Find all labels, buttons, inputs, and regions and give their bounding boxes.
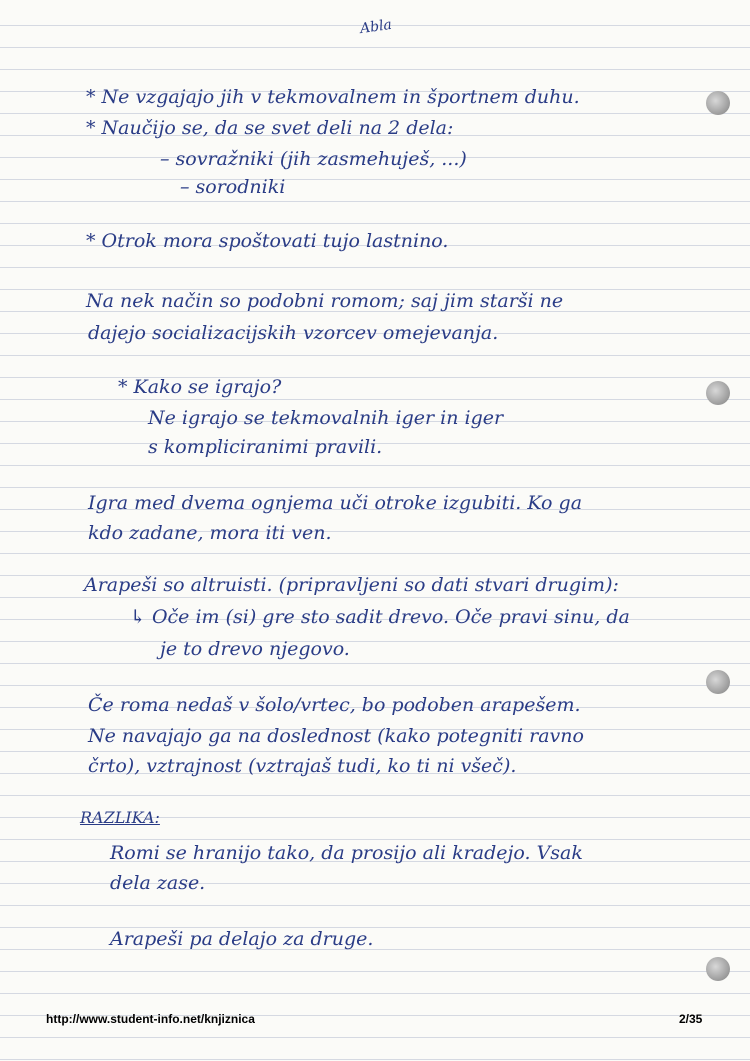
footer-url[interactable]: http://www.student-info.net/knjiznica: [46, 1012, 255, 1026]
note-line: Arapeši pa delajo za druge.: [110, 928, 374, 950]
note-line: * Naučijo se, da se svet deli na 2 dela:: [86, 117, 454, 139]
note-line: – sorodniki: [180, 176, 286, 198]
note-line: je to drevo njegovo.: [160, 638, 350, 660]
note-line: – sovražniki (jih zasmehuješ, ...): [160, 148, 467, 170]
note-line: Romi se hranijo tako, da prosijo ali kradejo. Vsak: [110, 842, 583, 864]
punch-hole: [706, 381, 730, 405]
note-line: s kompliciranimi pravili.: [148, 436, 383, 458]
section-label: RAZLIKA:: [80, 808, 160, 827]
note-line: * Kako se igrajo?: [118, 376, 282, 398]
punch-hole: [706, 670, 730, 694]
note-line: dajejo socializacijskih vzorcev omejevanja.: [88, 322, 499, 344]
page-number: 2/35: [679, 1012, 703, 1026]
punch-hole: [706, 91, 730, 115]
note-line: ↳ Oče im (si) gre sto sadit drevo. Oče pravi sinu, da: [130, 606, 630, 628]
note-line: Ne navajajo ga na doslednost (kako potegniti ravno: [88, 725, 584, 747]
note-line: dela zase.: [110, 872, 206, 894]
note-line: Arapeši so altruisti. (pripravljeni so dati stvari drugim):: [84, 574, 619, 596]
note-line: Igra med dvema ognjema uči otroke izgubiti. Ko ga: [88, 492, 583, 514]
note-line: kdo zadane, mora iti ven.: [88, 522, 332, 544]
header-signature: Abla: [359, 16, 393, 38]
punch-hole: [706, 957, 730, 981]
note-line: Ne igrajo se tekmovalnih iger in iger: [148, 407, 504, 429]
note-line: črto), vztrajnost (vztrajaš tudi, ko ti ni všeč).: [88, 755, 517, 777]
note-line: Na nek način so podobni romom; saj jim starši ne: [86, 290, 564, 312]
note-line: * Ne vzgajajo jih v tekmovalnem in športnem duhu.: [86, 86, 580, 108]
note-line: * Otrok mora spoštovati tujo lastnino.: [86, 230, 449, 252]
note-line: Če roma nedaš v šolo/vrtec, bo podoben arapešem.: [88, 694, 581, 716]
